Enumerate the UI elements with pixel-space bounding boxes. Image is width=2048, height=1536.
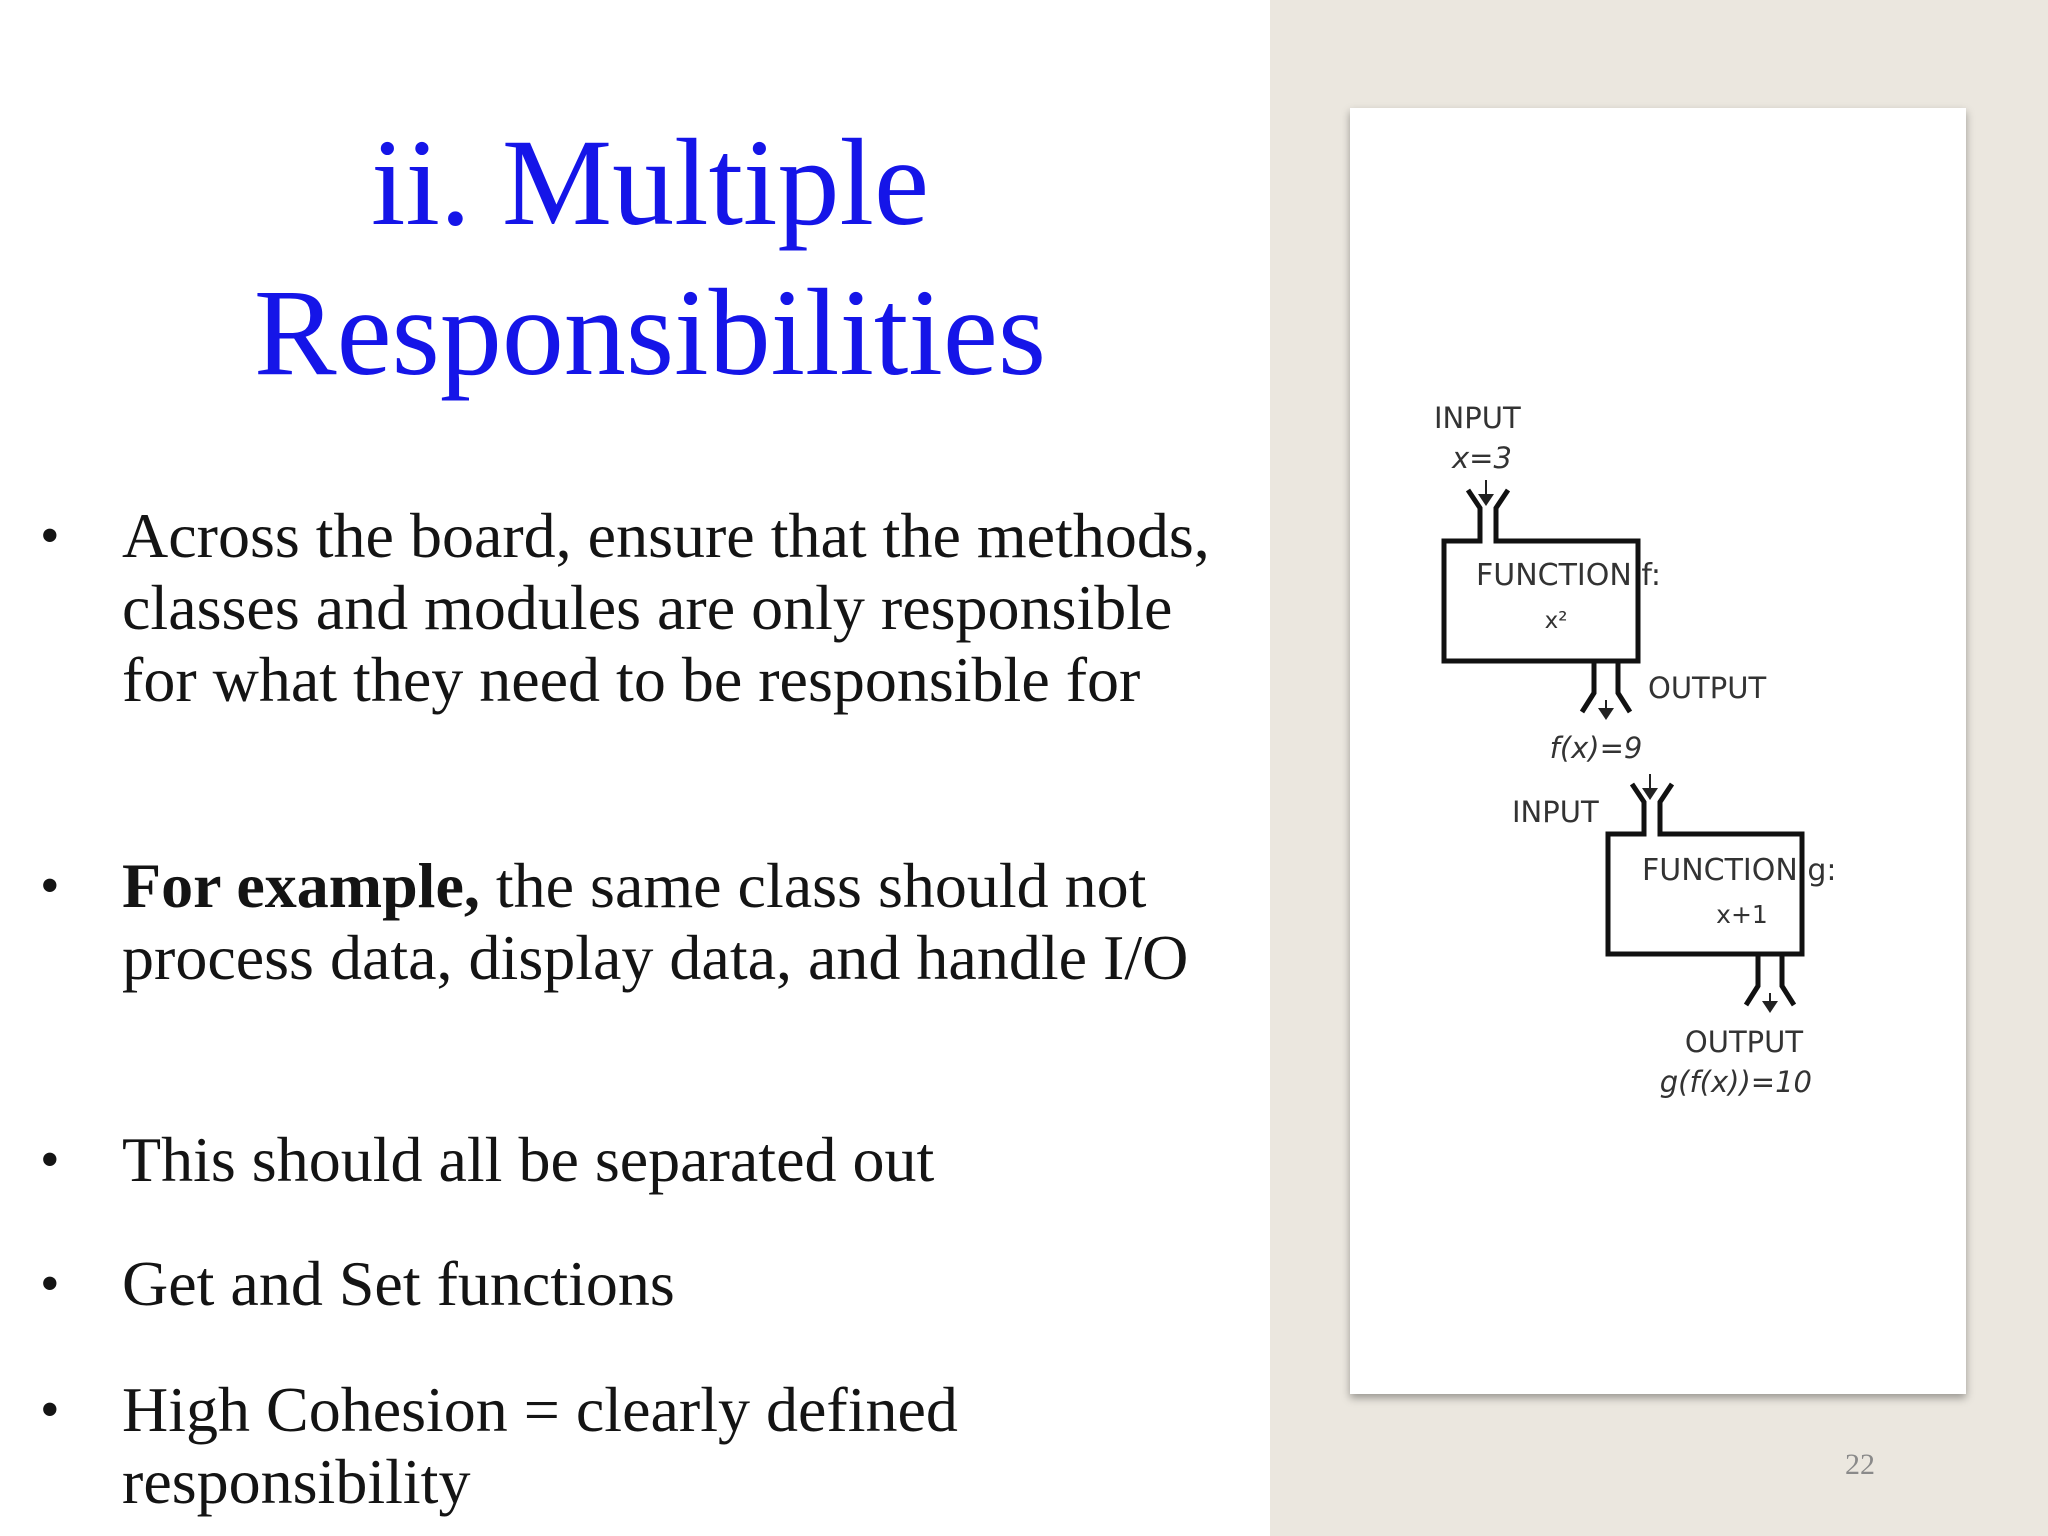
output-1-label: OUTPUT (1648, 671, 1767, 705)
title-line-1: ii. Multiple (371, 114, 929, 251)
slide-title (0, 108, 1300, 408)
output-2-arrowhead (1762, 1001, 1778, 1013)
function-f-label: FUNCTION f: (1476, 558, 1661, 593)
bullet-dot: • (40, 855, 60, 917)
bullet-text: the same class should not process data, display data, and handle I/O (122, 850, 1189, 993)
bullet-item (0, 1374, 1240, 1518)
input-2-label: INPUT (1512, 795, 1599, 829)
title-line-2: Responsibilities (253, 264, 1047, 401)
bullet-item (0, 1248, 675, 1320)
function-f-expression: x² (1544, 608, 1568, 634)
function-composition-figure (1350, 108, 1966, 1394)
bullet-item (0, 850, 1240, 994)
bullet-text: This should all be separated out (122, 1124, 935, 1195)
output-2-label: OUTPUT (1684, 1025, 1804, 1059)
bullet-item (0, 500, 1240, 716)
page-number: 22 (1845, 1448, 1875, 1481)
function-g-expression: x+1 (1716, 900, 1768, 929)
bullet-dot: • (40, 1129, 60, 1191)
function-g-label: FUNCTION g: (1642, 853, 1837, 888)
bullet-text: Across the board, ensure that the methods, classes and modules are only responsible for what they need to be responsible for (122, 500, 1210, 715)
function-composition-diagram (1350, 108, 1966, 1394)
bullet-dot: • (40, 1253, 60, 1315)
bullet-text: High Cohesion = clearly defined responsibility (122, 1374, 958, 1517)
output-1-arrowhead (1598, 708, 1614, 720)
input-1-label: INPUT (1434, 401, 1521, 435)
bullet-dot: • (40, 505, 60, 567)
bullet-text: Get and Set functions (122, 1248, 675, 1319)
output-2-value: g(f(x))=10 (1659, 1065, 1812, 1099)
bullet-dot: • (40, 1379, 60, 1441)
bullet-item (0, 1124, 934, 1196)
bullet-bold-lead: For example, (122, 850, 480, 921)
input-1-value: x=3 (1452, 441, 1512, 475)
output-1-value: f(x)=9 (1549, 731, 1643, 765)
